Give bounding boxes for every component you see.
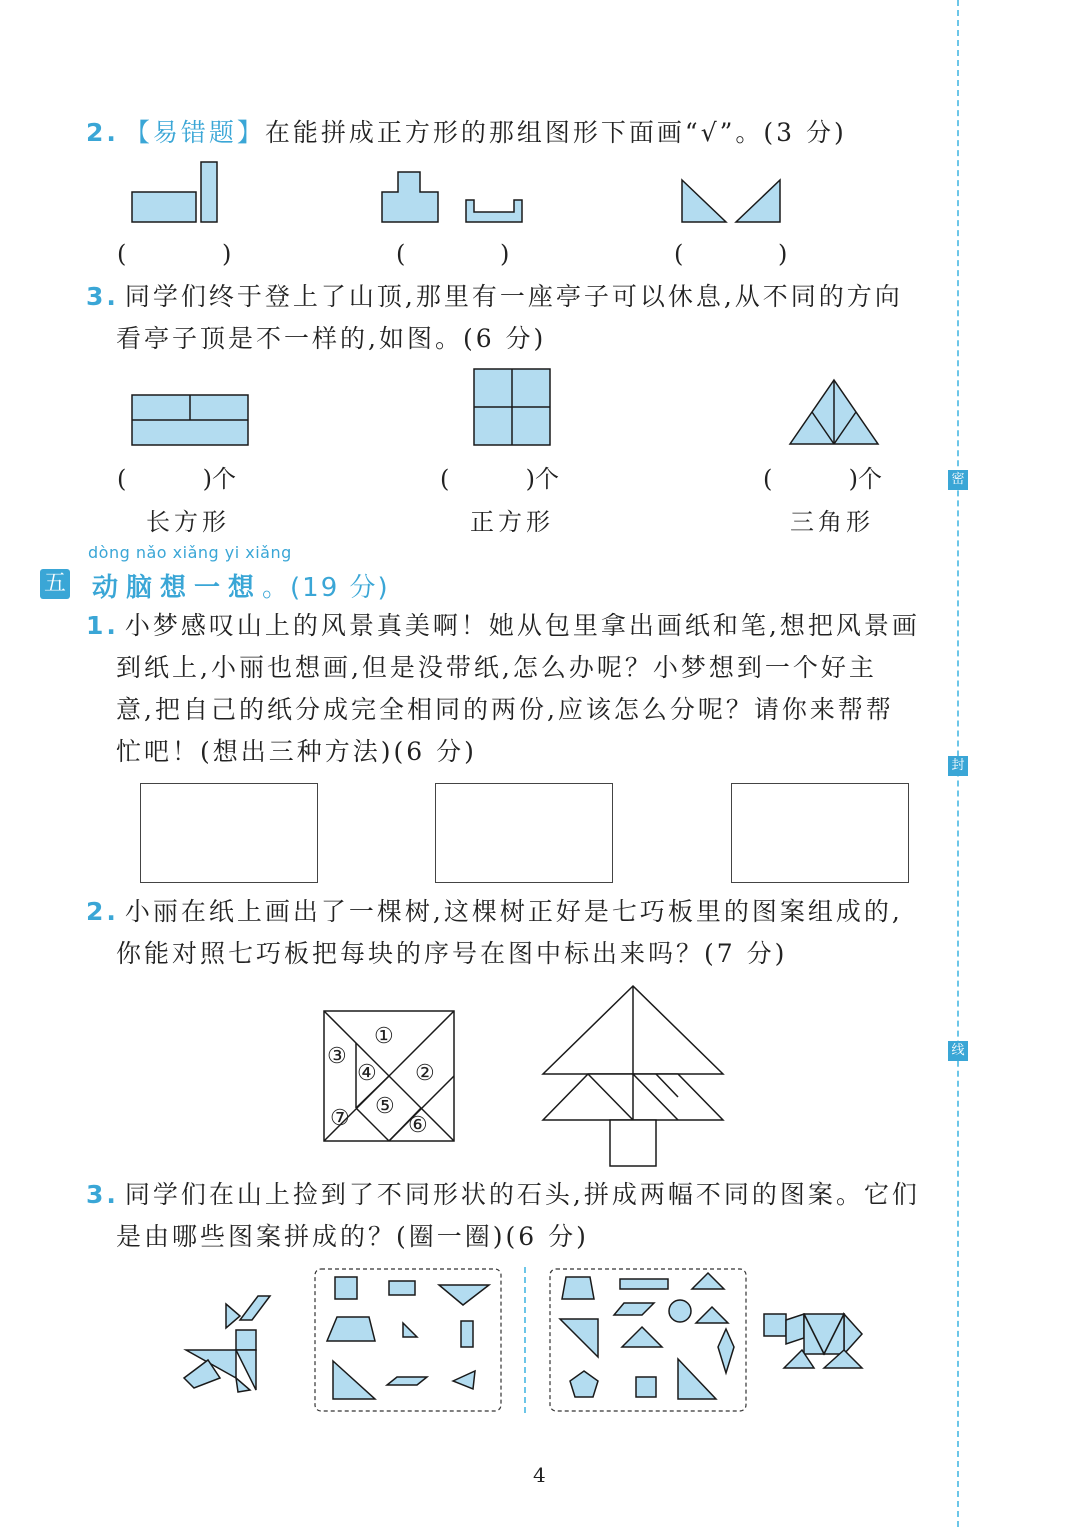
section-title-text: 动脑想一想 bbox=[92, 573, 263, 603]
tangram-label-2: ② bbox=[415, 1061, 435, 1086]
option-box-2[interactable] bbox=[548, 1267, 748, 1413]
shape-group-1 bbox=[130, 160, 230, 226]
s5-question-1-line-4: 忙吧！(想出三种方法)(6 分) bbox=[116, 737, 477, 766]
section-pinyin: dòng nǎo xiǎng yi xiǎng bbox=[88, 543, 292, 562]
shape-group-3 bbox=[680, 178, 784, 226]
tangram-label-1: ① bbox=[374, 1024, 394, 1049]
question-number: 3. bbox=[86, 1180, 119, 1209]
question-3-line-1 bbox=[86, 281, 903, 313]
shape-group-2 bbox=[380, 170, 530, 226]
answer-paren-open: ( bbox=[674, 240, 684, 268]
drawing-box-3[interactable] bbox=[731, 783, 909, 883]
question-number: 3. bbox=[86, 282, 119, 311]
roof-view-squares bbox=[472, 367, 552, 447]
option-separator bbox=[524, 1267, 526, 1413]
label-rectangle: 长方形 bbox=[146, 508, 230, 536]
seal-mark-feng: 封 bbox=[948, 756, 968, 776]
drawing-box-1[interactable] bbox=[140, 783, 318, 883]
seal-mark-mi: 密 bbox=[948, 470, 968, 490]
label-square: 正方形 bbox=[470, 508, 554, 536]
s5-question-3-line-1 bbox=[86, 1179, 920, 1211]
count-blank-triangle: ( )个 bbox=[763, 465, 883, 493]
question-text: 小丽在纸上画出了一棵树,这棵树正好是七巧板里的图案组成的, bbox=[124, 897, 903, 926]
s5-question-3-line-2: 是由哪些图案拼成的？(圈一圈)(6 分) bbox=[116, 1222, 589, 1251]
question-number: 2. bbox=[86, 897, 119, 926]
question-2 bbox=[86, 117, 847, 149]
question-text: 同学们终于登上了山顶,那里有一座亭子可以休息,从不同的方向 bbox=[124, 282, 903, 311]
s5-question-1-line-2: 到纸上,小丽也想画,但是没带纸,怎么办呢？小梦想到一个好主 bbox=[116, 653, 877, 682]
s5-question-1-line-1 bbox=[86, 610, 920, 642]
count-blank-square: ( )个 bbox=[440, 465, 560, 493]
answer-paren-open: ( bbox=[396, 240, 406, 268]
question-text: 在能拼成正方形的那组图形下面画“√”。(3 分) bbox=[264, 118, 847, 147]
tangram-label-5: ⑤ bbox=[375, 1094, 395, 1119]
seal-mark-xian: 线 bbox=[948, 1041, 968, 1061]
s5-question-2-line-1 bbox=[86, 896, 903, 928]
label-triangle: 三角形 bbox=[790, 508, 874, 536]
answer-paren-close: ) bbox=[222, 240, 232, 268]
question-text: 同学们在山上捡到了不同形状的石头,拼成两幅不同的图案。它们 bbox=[124, 1180, 920, 1209]
question-number: 2. bbox=[86, 118, 119, 147]
roof-view-triangles bbox=[788, 378, 880, 448]
question-3-line-2: 看亭子顶是不一样的,如图。(6 分) bbox=[116, 324, 547, 353]
option-box-1[interactable] bbox=[313, 1267, 503, 1413]
tangram-label-3: ③ bbox=[327, 1044, 347, 1069]
answer-paren-open: ( bbox=[117, 240, 127, 268]
tangram-label-7: ⑦ bbox=[330, 1106, 350, 1131]
deer-figure bbox=[180, 1290, 280, 1394]
section-score: 。(19 分) bbox=[262, 573, 390, 603]
drawing-box-2[interactable] bbox=[435, 783, 613, 883]
tangram-label-6: ⑥ bbox=[408, 1113, 428, 1138]
tag-error-prone: 【易错题】 bbox=[124, 118, 265, 147]
section-badge: 五 bbox=[40, 569, 70, 599]
tangram-label-4: ④ bbox=[357, 1061, 377, 1086]
animal-figure bbox=[762, 1310, 868, 1372]
s5-question-2-line-2: 你能对照七巧板把每块的序号在图中标出来吗？(7 分) bbox=[116, 939, 788, 968]
roof-view-rectangles bbox=[130, 393, 250, 447]
question-text: 小梦感叹山上的风景真美啊！她从包里拿出画纸和笔,想把风景画 bbox=[124, 611, 920, 640]
section-title bbox=[92, 567, 390, 604]
count-blank-rectangle: ( )个 bbox=[117, 465, 237, 493]
answer-paren-close: ) bbox=[778, 240, 788, 268]
s5-question-1-line-3: 意,把自己的纸分成完全相同的两份,应该怎么分呢？请你来帮帮 bbox=[116, 695, 894, 724]
question-number: 1. bbox=[86, 611, 119, 640]
page-number: 4 bbox=[533, 1463, 546, 1487]
answer-paren-close: ) bbox=[500, 240, 510, 268]
tangram-tree bbox=[540, 984, 728, 1170]
